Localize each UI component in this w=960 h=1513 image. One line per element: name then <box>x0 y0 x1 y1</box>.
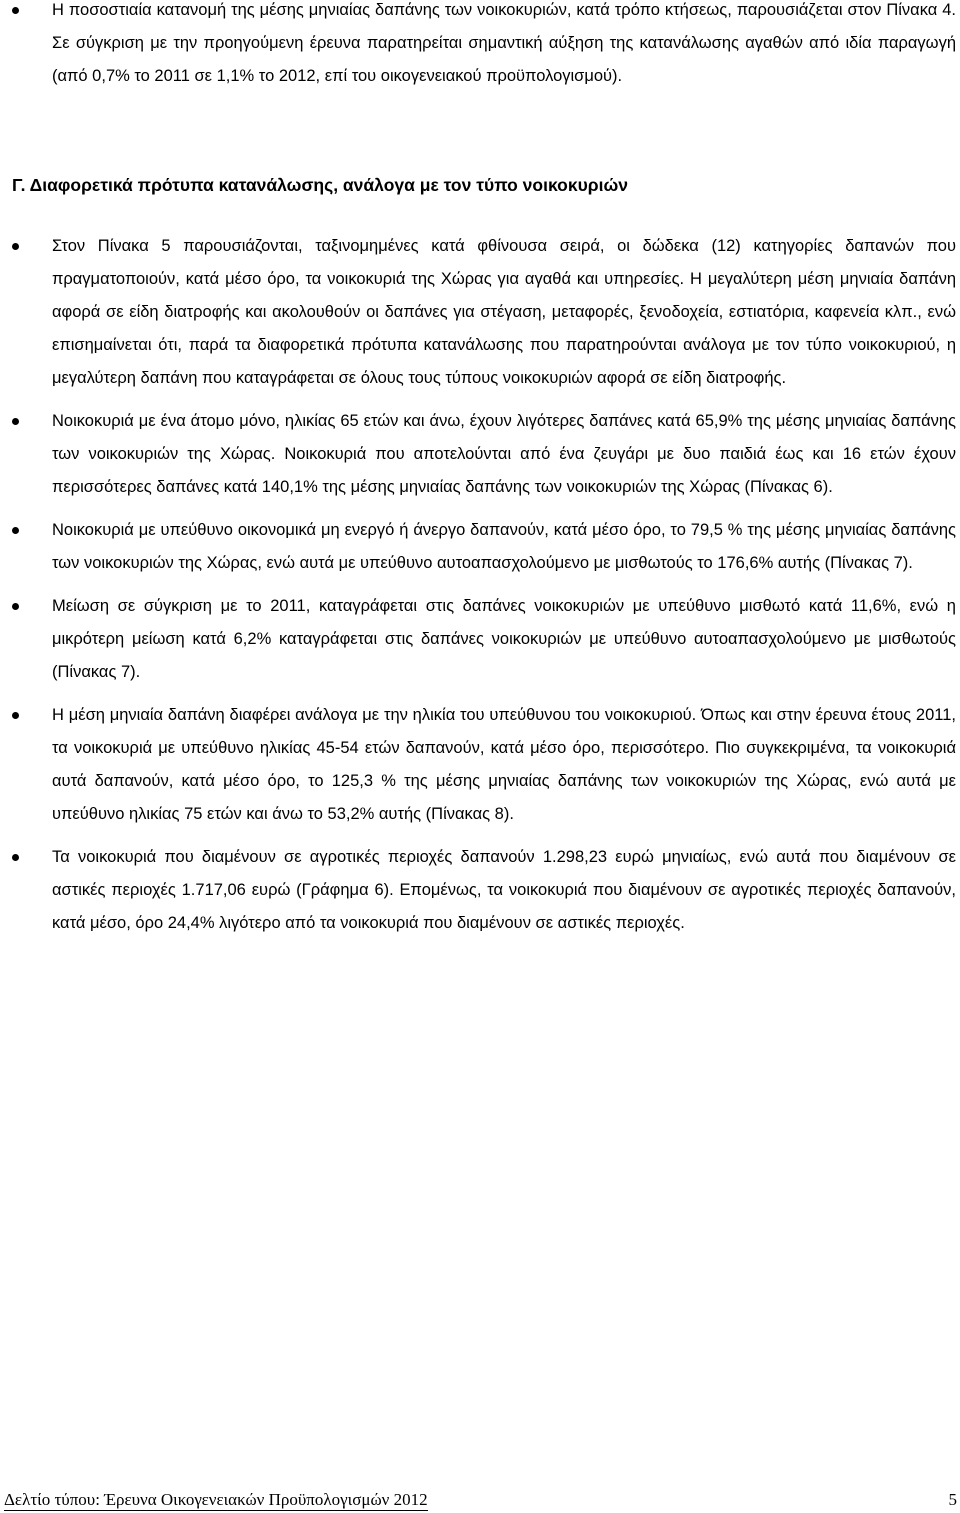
bullet-icon <box>12 243 19 250</box>
bullet-icon <box>12 527 19 534</box>
bullet-paragraph-table-5 <box>0 230 958 395</box>
bullet-icon <box>12 418 19 425</box>
bullet-paragraph-expenditure-distribution <box>0 0 958 93</box>
page-footer <box>0 1490 960 1513</box>
bullet-paragraph-household-types <box>0 405 958 504</box>
section-heading: Γ. Διαφορετικά πρότυπα κατανάλωσης, ανάλογα με τον τύπο νοικοκυριών <box>12 175 628 195</box>
bullet-icon <box>12 712 19 719</box>
intro-bullet-list <box>0 0 958 93</box>
paragraph-text: Στον Πίνακα 5 παρουσιάζονται, ταξινομημένες κατά φθίνουσα σειρά, οι δώδεκα (12) κατηγορίες δαπανών που πραγματοποιούν, κατά μέσο όρο, τα νοικοκυριά της Χώρας για αγαθά και υπηρεσίες. Η μεγαλύτερη μέση μηνιαία δαπάνη αφορά σε είδη διατροφής και ακολουθούν οι δαπάνες για στέγαση, μεταφορές, ξενοδοχεία, εστιατόρια, καφενεία κλπ., ενώ επισημαίνεται ότι, παρά τα διαφορετικά πρότυπα κατανάλωσης που παρατηρούνται ανάλογα με τον τύπο νοικοκυριού, η μεγαλύτερη δαπάνη που καταγράφεται σε όλους τους τύπους νοικοκυριών αφορά σε είδη διατροφής. <box>52 237 956 387</box>
footer-title: Δελτίο τύπου: Έρευνα Οικογενειακών Προϋπολογισμών 2012 <box>4 1490 428 1509</box>
section-bullet-list <box>0 230 958 950</box>
paragraph-text: Η ποσοστιαία κατανομή της μέσης μηνιαίας δαπάνης των νοικοκυριών, κατά τρόπο κτήσεως, παρουσιάζεται στον Πίνακα 4. Σε σύγκριση με την προηγούμενη έρευνα παρατηρείται σημαντική αύξηση της κατανάλωσης αγαθών από ιδία παραγωγή (από 0,7% το 2011 σε 1,1% το 2012, επί του οικογενειακού προϋπολογισμού). <box>52 1 956 85</box>
page-number: 5 <box>948 1490 957 1509</box>
bullet-paragraph-rural-urban <box>0 841 958 940</box>
paragraph-text: Νοικοκυριά με ένα άτομο μόνο, ηλικίας 65 ετών και άνω, έχουν λιγότερες δαπάνες κατά 65,9% της μέσης μηνιαίας δαπάνης των νοικοκυριών της Χώρας. Νοικοκυριά που αποτελούνται από ένα ζευγάρι με δυο παιδιά έως και 16 ετών έχουν περισσότερες δαπάνες κατά 140,1% της μέσης μηνιαίας δαπάνης των νοικοκυριών της Χώρας (Πίνακας 6). <box>52 412 956 496</box>
paragraph-text: Η μέση μηνιαία δαπάνη διαφέρει ανάλογα με την ηλικία του υπεύθυνου του νοικοκυριού. Όπως και στην έρευνα έτους 2011, τα νοικοκυριά με υπεύθυνο ηλικίας 45-54 ετών δαπανούν, κατά μέσο όρο, περισσότερο. Πιο συγκεκριμένα, τα νοικοκυριά αυτά δαπανούν, κατά μέσο όρο, το 125,3 % της μέσης μηνιαίας δαπάνης των νοικοκυριών της Χώρας, ενώ αυτά με υπεύθυνο ηλικίας 75 ετών και άνω το 53,2% αυτής (Πίνακας 8). <box>52 706 956 823</box>
bullet-paragraph-economic-status <box>0 514 958 580</box>
bullet-icon <box>12 854 19 861</box>
bullet-paragraph-age <box>0 699 958 831</box>
bullet-paragraph-decrease-2011 <box>0 590 958 689</box>
bullet-icon <box>12 603 19 610</box>
paragraph-text: Νοικοκυριά με υπεύθυνο οικονομικά μη ενεργό ή άνεργο δαπανούν, κατά μέσο όρο, το 79,5 % της μέσης μηνιαίας δαπάνης των νοικοκυριών της Χώρας, ενώ αυτά με υπεύθυνο αυτοαπασχολούμενο με μισθωτούς το 176,6% αυτής (Πίνακας 7). <box>52 521 956 572</box>
bullet-icon <box>12 7 19 14</box>
paragraph-text: Τα νοικοκυριά που διαμένουν σε αγροτικές περιοχές δαπανούν 1.298,23 ευρώ μηνιαίως, ενώ αυτά που διαμένουν σε αστικές περιοχές 1.717,06 ευρώ (Γράφημα 6). Επομένως, τα νοικοκυριά που διαμένουν σε αγροτικές περιοχές δαπανούν, κατά μέσο, όρο 24,4% λιγότερο από τα νοικοκυριά που διαμένουν σε αστικές περιοχές. <box>52 848 956 932</box>
paragraph-text: Μείωση σε σύγκριση με το 2011, καταγράφεται στις δαπάνες νοικοκυριών με υπεύθυνο μισθωτό κατά 11,6%, ενώ η μικρότερη μείωση κατά 6,2% καταγράφεται στις δαπάνες νοικοκυριών με υπεύθυνο αυτοαπασχολούμενο με μισθωτούς (Πίνακας 7). <box>52 597 956 681</box>
